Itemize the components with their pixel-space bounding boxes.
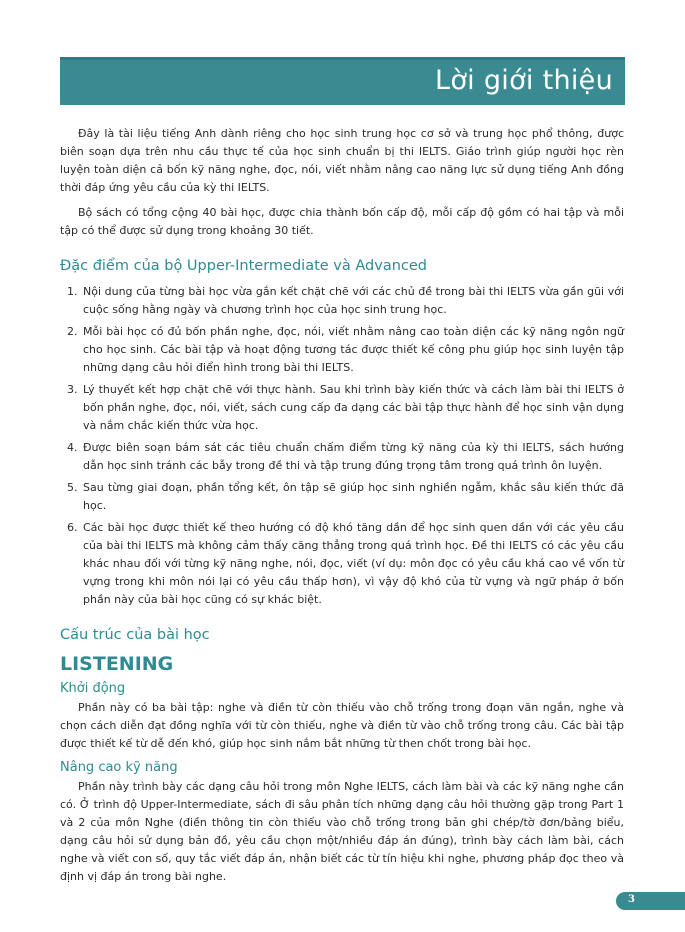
listening-title: LISTENING: [60, 653, 174, 675]
page-title: Lời giới thiệu: [434, 65, 613, 96]
skills-heading: Nâng cao kỹ năng: [60, 760, 178, 775]
list-item: 6. Các bài học được thiết kế theo hướng có độ khó tăng dần để học sinh quen dần với các yêu cầu của bài thi IELTS mà không cảm thấy căng thẳng trong quá trình học. Đề thi IELTS có các yêu cầu khác nhau đối với từng kỹ năng nghe, nói, đọc, viết (ví dụ: môn đọc có yêu cầu khá cao về vốn từ vựng trong khi môn nói lại có yêu cầu thấp hơn), vì vậy độ khó của từ vựng và ngữ pháp ở bốn phần này của bài học cũng có sự khác biệt.: [81, 519, 624, 609]
warmup-heading: Khởi động: [60, 681, 126, 696]
title-banner: [60, 57, 625, 105]
list-item: 2. Mỗi bài học có đủ bốn phần nghe, đọc, nói, viết nhằm nâng cao toàn diện các kỹ năng ngôn ngữ cho học sinh. Các bài tập và hoạt động tương tác được thiết kế công phu giúp học sinh luyện tập những dạng câu hỏi điển hình trong bài thi IELTS.: [81, 323, 624, 377]
list-item: 1. Nội dung của từng bài học vừa gắn kết chặt chẽ với các chủ đề trong bài thi IELTS vừa gần gũi với cuộc sống hằng ngày và chương trình học của học sinh trung học.: [81, 283, 624, 319]
list-item: 5. Sau từng giai đoạn, phần tổng kết, ôn tập sẽ giúp học sinh nghiền ngẫm, khắc sâu kiến thức đã học.: [81, 479, 624, 515]
intro-paragraph: Đây là tài liệu tiếng Anh dành riêng cho học sinh trung học cơ sở và trung học phổ thông, được biên soạn dựa trên nhu cầu thực tế của học sinh chuẩn bị thi IELTS. Giáo trình giúp người học rèn luyện toàn diện cả bốn kỹ năng nghe, đọc, nói, viết nhằm nâng cao năng lực sử dụng tiếng Anh đồng thời đáp ứng yêu cầu của kỳ thi IELTS.: [60, 127, 624, 194]
structure-heading: Cấu trúc của bài học: [60, 627, 210, 643]
page-number: 3: [628, 894, 635, 905]
list-item: 4. Được biên soạn bám sát các tiêu chuẩn chấm điểm từng kỹ năng của kỳ thi IELTS, sách hướng dẫn học sinh tránh các bẫy trong đề thi và tập trung đúng trọng tâm trong quá trình ôn luyện.: [81, 439, 624, 475]
list-item: 3. Lý thuyết kết hợp chặt chẽ với thực hành. Sau khi trình bày kiến thức và cách làm bài thi IELTS ở bốn phần nghe, đọc, nói, viết, sách cung cấp đa dạng các bài tập thực hành để học sinh vận dụng và nắm chắc kiến thức vừa học.: [81, 381, 624, 435]
warmup-text: Phần này có ba bài tập: nghe và điền từ còn thiếu vào chỗ trống trong đoạn văn ngắn, nghe và chọn cách diễn đạt đồng nghĩa với từ còn thiếu, nghe và điền từ vào chỗ trống trong câu. Các bài tập được thiết kế từ dễ đến khó, giúp học sinh nắm bắt những từ then chốt trong bài học.: [60, 701, 624, 750]
skills-text: Phần này trình bày các dạng câu hỏi trong môn Nghe IELTS, cách làm bài và các kỹ năng nghe cần có. Ở trình độ Upper-Intermediate, sách đi sâu phân tích những dạng câu hỏi thường gặp trong Part 1 và 2 của môn Nghe (điền thông tin còn thiếu vào chỗ trống trong bản ghi chép/tờ đơn/bảng biểu, dạng câu hỏi sử dụng bản đồ, yêu cầu chọn một/nhiều đáp án đúng), trình bày cách làm bài, cách nghe và viết con số, quy tắc viết đáp án, nhận biết các từ tín hiệu khi nghe, phương pháp đọc theo và định vị đáp án trong bài nghe.: [60, 780, 624, 883]
main-content: [60, 125, 624, 893]
features-heading: Đặc điểm của bộ Upper-Intermediate và Advanced: [60, 258, 427, 274]
features-list: [60, 283, 624, 609]
intro-paragraph: Bộ sách có tổng cộng 40 bài học, được chia thành bốn cấp độ, mỗi cấp độ gồm có hai tập và mỗi tập có thể được sử dụng trong khoảng 30 tiết.: [60, 206, 624, 237]
page-number-tab: [616, 892, 685, 910]
